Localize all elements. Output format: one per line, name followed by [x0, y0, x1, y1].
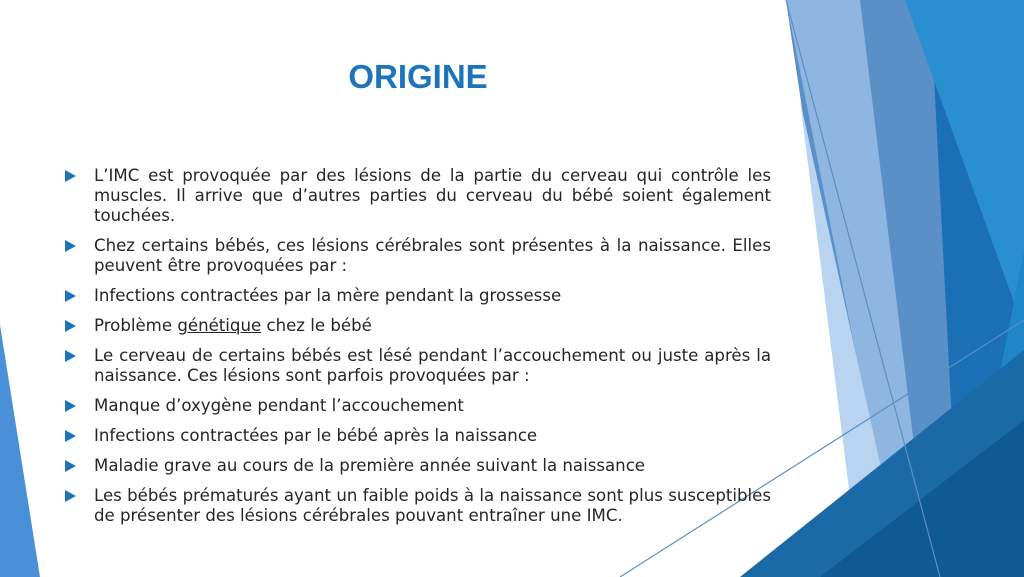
bullet-item [65, 316, 771, 336]
triangle-bullet-icon [65, 240, 76, 252]
triangle-bullet-icon [65, 430, 76, 442]
bullet-text: Infections contractées par la mère pendant la grossesse [94, 286, 562, 305]
bullet-item [65, 166, 771, 226]
triangle-bullet-icon [65, 290, 76, 302]
bullet-text: Les bébés prématurés ayant un faible poids à la naissance sont plus susceptibles de présenter des lésions cérébrales pouvant entraîner une IMC. [94, 486, 771, 525]
bullet-text: L’IMC est provoquée par des lésions de la partie du cerveau qui contrôle les muscles. Il arrive que d’autres parties du cerveau du bébé soient également touchées. [94, 166, 771, 225]
slide-title: ORIGINE [348, 58, 488, 95]
bullet-item [65, 456, 771, 476]
bullet-item [65, 486, 771, 526]
triangle-bullet-icon [65, 400, 76, 412]
triangle-bullet-icon [65, 460, 76, 472]
bullet-item [65, 426, 771, 446]
bullet-text: Maladie grave au cours de la première année suivant la naissance [94, 456, 646, 475]
bullet-item [65, 236, 771, 276]
bullet-text: Le cerveau de certains bébés est lésé pendant l’accouchement ou juste après la naissance. Ces lésions sont parfois provoquées par : [94, 346, 771, 385]
bullet-text: Manque d’oxygène pendant l’accouchement [94, 396, 464, 415]
triangle-bullet-icon [65, 490, 76, 502]
bullet-text: Chez certains bébés, ces lésions cérébrales sont présentes à la naissance. Elles peuvent être provoquées par : [94, 236, 771, 275]
bullet-item [65, 396, 771, 416]
left-wedge-shape [0, 325, 40, 577]
bullet-item [65, 286, 771, 306]
triangle-bullet-icon [65, 350, 76, 362]
bullet-text: Infections contractées par le bébé après la naissance [94, 426, 538, 445]
triangle-bullet-icon [65, 320, 76, 332]
bullet-text-suffix: chez le bébé [261, 316, 372, 335]
bullet-list [65, 166, 771, 536]
bullet-item [65, 346, 771, 386]
genetique-link[interactable]: génétique [177, 316, 262, 335]
triangle-bullet-icon [65, 170, 76, 182]
bullet-text-prefix: Problème [94, 316, 178, 335]
